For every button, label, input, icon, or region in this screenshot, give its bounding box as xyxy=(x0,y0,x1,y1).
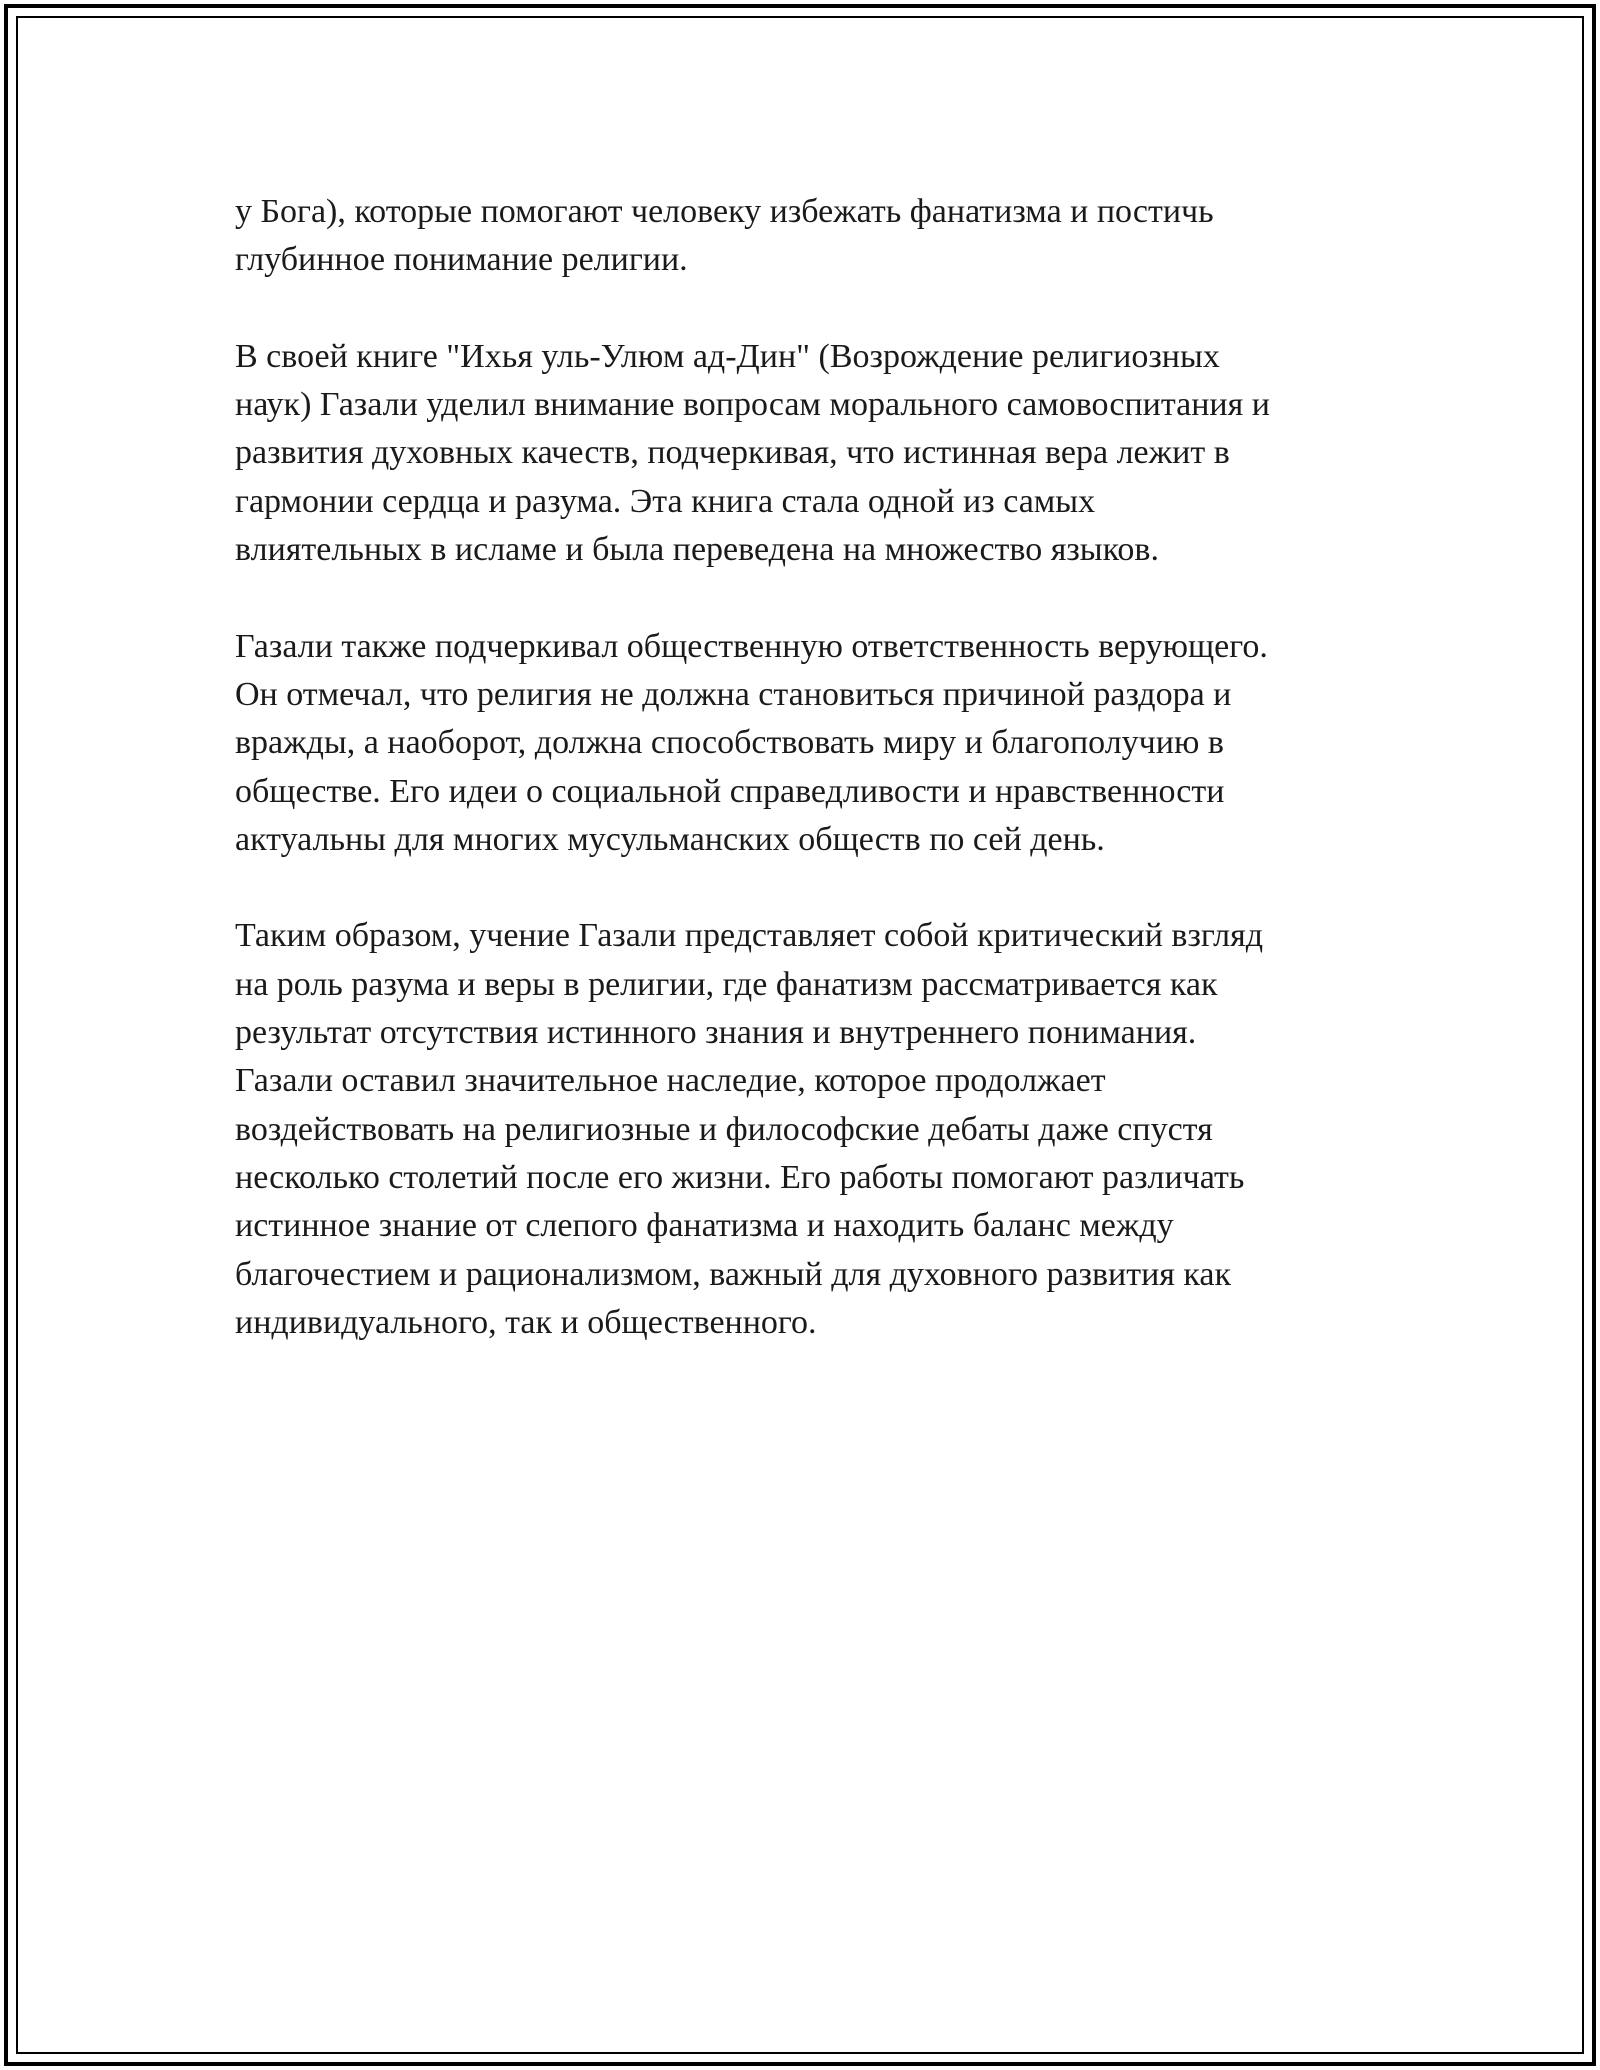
paragraph-3 xyxy=(235,623,1365,864)
text-line: Газали оставил значительное наследие, которое продолжает xyxy=(235,1062,1106,1100)
text-line: развития духовных качеств, подчеркивая, что истинная вера лежит в xyxy=(235,434,1230,472)
document-body xyxy=(235,188,1365,1395)
text-line: благочестием и рационализмом, важный для духовного развития как xyxy=(235,1255,1232,1293)
text-line: вражды, а наоборот, должна способствовать миру и благополучию в xyxy=(235,724,1224,762)
paragraph-4 xyxy=(235,912,1365,1347)
text-line: Он отмечал, что религия не должна становиться причиной раздора и xyxy=(235,675,1232,713)
text-line: В своей книге "Ихья уль-Улюм ад-Дин" (Возрождение религиозных xyxy=(235,337,1220,375)
text-line: влиятельных в исламе и была переведена на множество языков. xyxy=(235,531,1159,569)
text-line: глубинное понимание религии. xyxy=(235,241,688,279)
text-line: наук) Газали уделил внимание вопросам морального самовоспитания и xyxy=(235,386,1270,424)
text-line: результат отсутствия истинного знания и внутреннего понимания. xyxy=(235,1014,1197,1052)
paragraph-1 xyxy=(235,188,1365,285)
text-line: истинное знание от слепого фанатизма и находить баланс между xyxy=(235,1207,1174,1245)
text-line: воздействовать на религиозные и философские дебаты даже спустя xyxy=(235,1110,1213,1148)
text-line: гармонии сердца и разума. Эта книга стала одной из самых xyxy=(235,482,1096,520)
text-line: Газали также подчеркивал общественную ответственность верующего. xyxy=(235,627,1268,665)
text-line: на роль разума и веры в религии, где фанатизм рассматривается как xyxy=(235,965,1218,1003)
text-line: индивидуального, так и общественного. xyxy=(235,1303,817,1341)
paragraph-2 xyxy=(235,333,1365,574)
text-line: у Бога), которые помогают человеку избежать фанатизма и постичь xyxy=(235,193,1214,230)
text-line: актуальны для многих мусульманских обществ по сей день. xyxy=(235,820,1105,858)
text-line: Таким образом, учение Газали представляет собой критический взгляд xyxy=(235,917,1264,955)
text-line: обществе. Его идеи о социальной справедливости и нравственности xyxy=(235,772,1225,810)
text-line: несколько столетий после его жизни. Его работы помогают различать xyxy=(235,1158,1245,1196)
